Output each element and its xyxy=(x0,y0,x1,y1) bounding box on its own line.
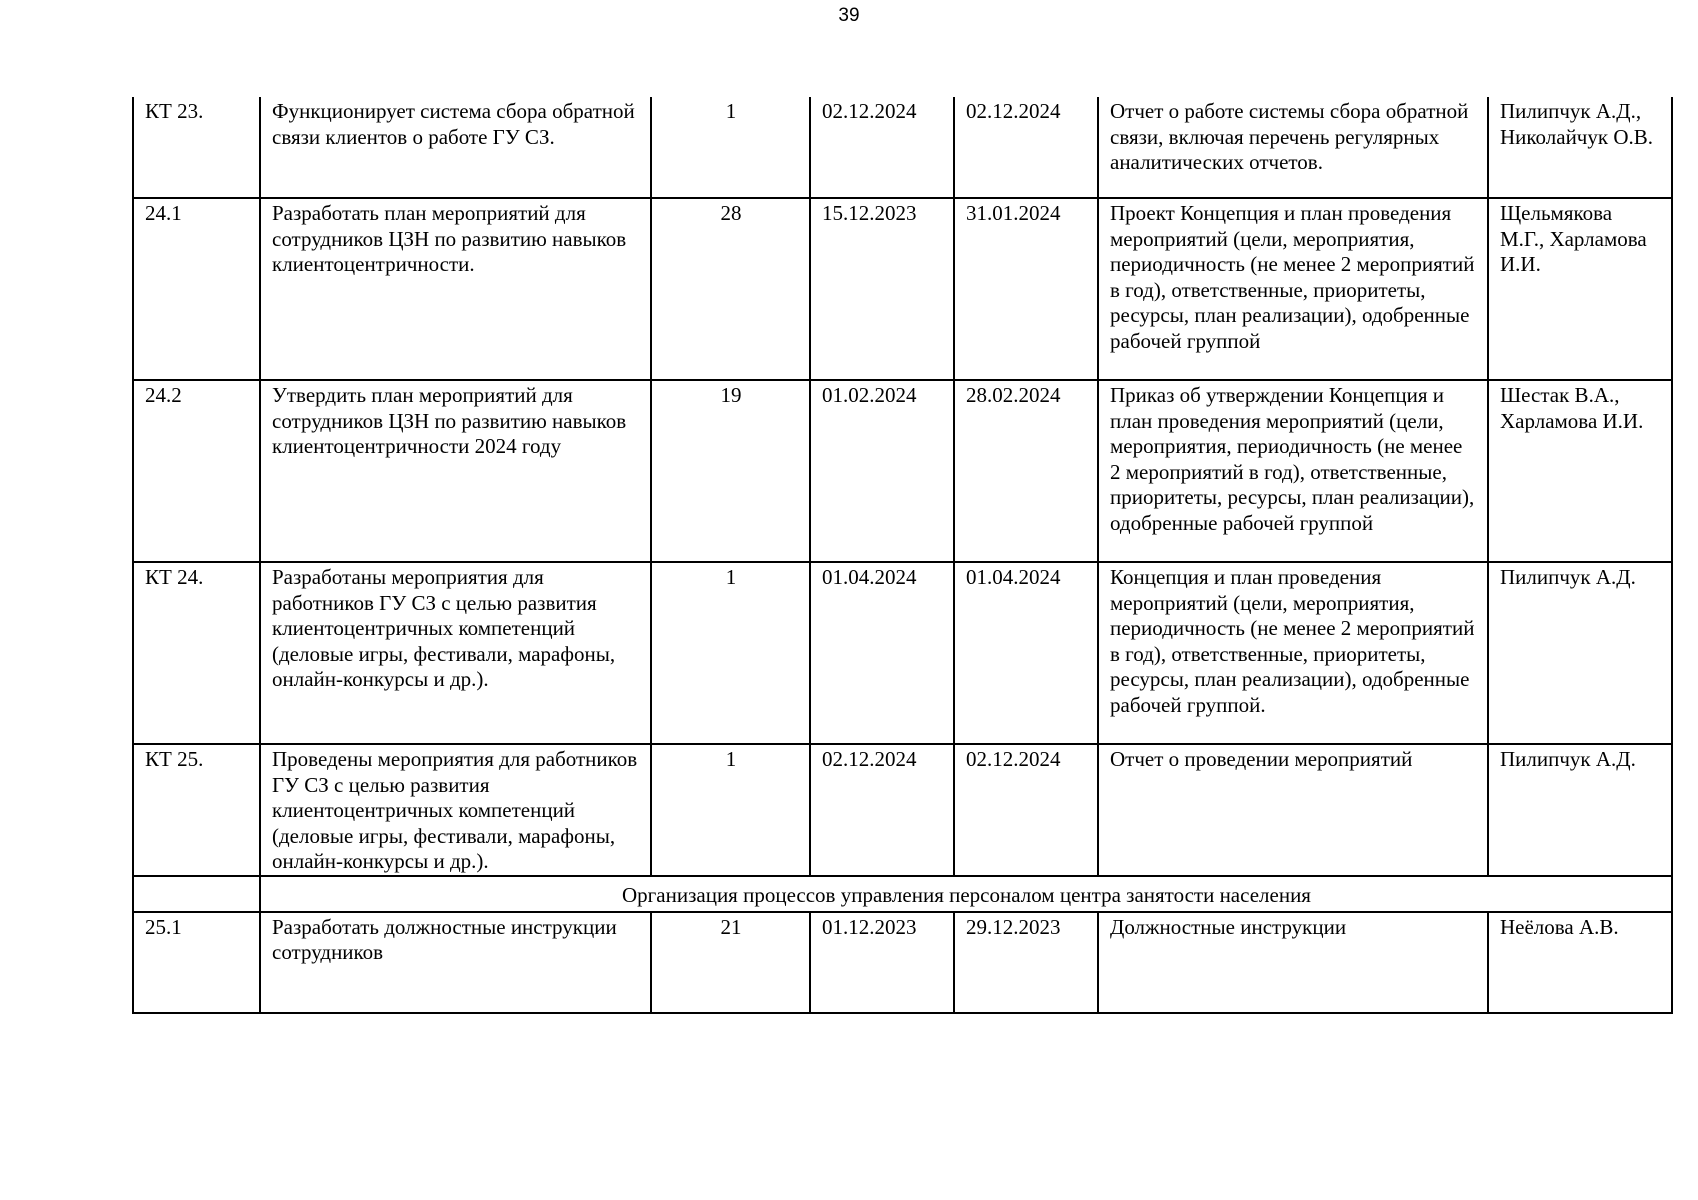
table-row xyxy=(133,912,1672,1013)
cell-responsible: Пилипчук А.Д., Николайчук О.В. xyxy=(1488,97,1672,198)
cell-responsible: Шестак В.А., Харламова И.И. xyxy=(1488,380,1672,562)
cell-responsible: Щельмякова М.Г., Харламова И.И. xyxy=(1488,198,1672,380)
section-empty-cell xyxy=(133,876,260,912)
section-row xyxy=(133,876,1672,912)
cell-code: 24.2 xyxy=(133,380,260,562)
table-row xyxy=(133,198,1672,380)
cell-task-name: Проведены мероприятия для работников ГУ СЗ с целью развития клиентоцентричных компетенций (деловые игры, фестивали, марафоны, онлайн-конкурсы и др.). xyxy=(260,744,651,876)
cell-start-date: 02.12.2024 xyxy=(810,97,954,198)
cell-start-date: 01.12.2023 xyxy=(810,912,954,1013)
table-row xyxy=(133,744,1672,876)
cell-start-date: 01.02.2024 xyxy=(810,380,954,562)
plan-table xyxy=(132,97,1673,1014)
cell-result: Должностные инструкции xyxy=(1098,912,1488,1013)
cell-duration: 1 xyxy=(651,744,810,876)
cell-code: 24.1 xyxy=(133,198,260,380)
cell-duration: 19 xyxy=(651,380,810,562)
cell-result: Проект Концепция и план проведения мероприятий (цели, мероприятия, периодичность (не менее 2 мероприятий в год), ответственные, приоритеты, ресурсы, план реализации), одобренные рабочей группой xyxy=(1098,198,1488,380)
cell-result: Отчет о работе системы сбора обратной связи, включая перечень регулярных аналитических отчетов. xyxy=(1098,97,1488,198)
cell-responsible: Пилипчук А.Д. xyxy=(1488,562,1672,744)
table-row xyxy=(133,380,1672,562)
cell-start-date: 01.04.2024 xyxy=(810,562,954,744)
cell-responsible: Пилипчук А.Д. xyxy=(1488,744,1672,876)
cell-task-name: Разработать должностные инструкции сотрудников xyxy=(260,912,651,1013)
cell-task-name: Утвердить план мероприятий для сотрудников ЦЗН по развитию навыков клиентоцентричности 2024 году xyxy=(260,380,651,562)
table-row xyxy=(133,97,1672,198)
cell-result: Приказ об утверждении Концепция и план проведения мероприятий (цели, мероприятия, периодичность (не менее 2 мероприятий в год), ответственные, приоритеты, ресурсы, план реализации), одобренные рабочей группой xyxy=(1098,380,1488,562)
cell-start-date: 02.12.2024 xyxy=(810,744,954,876)
cell-responsible: Неёлова А.В. xyxy=(1488,912,1672,1013)
cell-duration: 1 xyxy=(651,562,810,744)
cell-code: КТ 23. xyxy=(133,97,260,198)
cell-task-name: Разработать план мероприятий для сотрудников ЦЗН по развитию навыков клиентоцентричности. xyxy=(260,198,651,380)
cell-duration: 1 xyxy=(651,97,810,198)
cell-code: КТ 24. xyxy=(133,562,260,744)
cell-duration: 21 xyxy=(651,912,810,1013)
page-number: 39 xyxy=(838,5,860,26)
cell-start-date: 15.12.2023 xyxy=(810,198,954,380)
cell-duration: 28 xyxy=(651,198,810,380)
section-title: Организация процессов управления персоналом центра занятости населения xyxy=(260,876,1672,912)
cell-task-name: Функционирует система сбора обратной связи клиентов о работе ГУ СЗ. xyxy=(260,97,651,198)
cell-end-date: 28.02.2024 xyxy=(954,380,1098,562)
cell-end-date: 01.04.2024 xyxy=(954,562,1098,744)
cell-end-date: 31.01.2024 xyxy=(954,198,1098,380)
cell-code: 25.1 xyxy=(133,912,260,1013)
cell-code: КТ 25. xyxy=(133,744,260,876)
cell-end-date: 29.12.2023 xyxy=(954,912,1098,1013)
table-row xyxy=(133,562,1672,744)
cell-result: Концепция и план проведения мероприятий (цели, мероприятия, периодичность (не менее 2 мероприятий в год), ответственные, приоритеты, ресурсы, план реализации), одобренные рабочей группой. xyxy=(1098,562,1488,744)
cell-end-date: 02.12.2024 xyxy=(954,97,1098,198)
cell-result: Отчет о проведении мероприятий xyxy=(1098,744,1488,876)
cell-task-name: Разработаны мероприятия для работников ГУ СЗ с целью развития клиентоцентричных компетенций (деловые игры, фестивали, марафоны, онлайн-конкурсы и др.). xyxy=(260,562,651,744)
cell-end-date: 02.12.2024 xyxy=(954,744,1098,876)
